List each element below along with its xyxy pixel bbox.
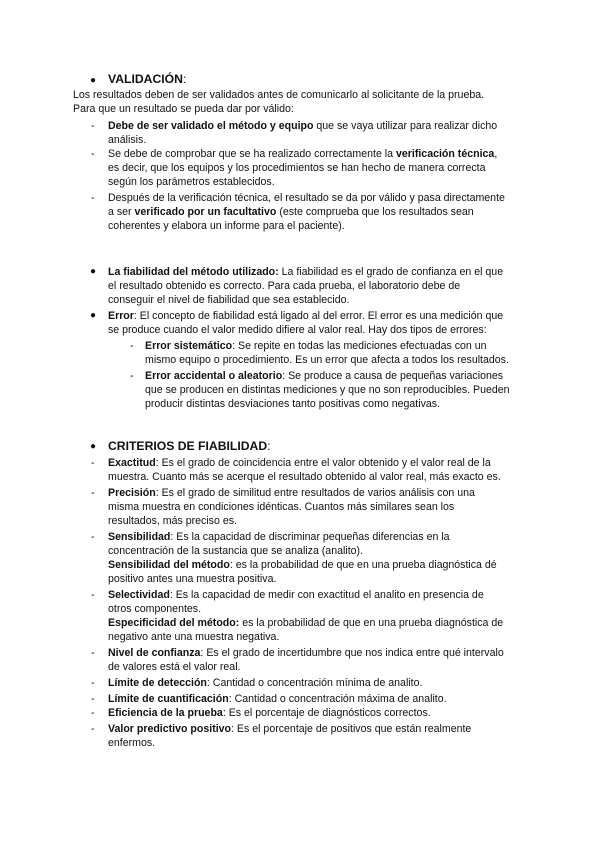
list-item-cont: negativo ante una muestra negativa.: [108, 631, 280, 643]
bullet-icon: ●: [90, 266, 97, 277]
list-item: Límite de cuantificación: Cantidad o concentración máxima de analito.: [108, 693, 447, 705]
dash-marker: -: [91, 487, 95, 499]
list-item-cont: positivo antes una muestra positiva.: [108, 573, 277, 585]
list-item-cont: coherentes y elabora un informe para el paciente).: [108, 220, 345, 232]
list-item-cont: el resultado obtenido es correcto. Para cada prueba, el laboratorio debe de: [108, 280, 461, 292]
section-heading-criterios: CRITERIOS DE FIABILIDAD:: [108, 439, 271, 453]
dash-marker: -: [91, 531, 95, 543]
sublist-item-cont: producir distintas desviaciones tanto positivas como negativas.: [145, 398, 441, 410]
list-item-cont: se produce cuando el valor medido difiere al valor real. Hay dos tipos de errores:: [108, 324, 487, 336]
dash-marker: -: [91, 589, 95, 601]
list-item: Después de la verificación técnica, el resultado se da por válido y pasa directamente: [108, 192, 505, 204]
list-item: Debe de ser validado el método y equipo que se vaya utilizar para realizar dicho: [108, 120, 498, 132]
bullet-icon: ●: [90, 441, 97, 452]
dash-marker: -: [91, 457, 95, 469]
sublist-item: Error sistemático: Se repite en todas las mediciones efectuadas con un: [145, 340, 487, 352]
list-item: Sensibilidad: Es la capacidad de discriminar pequeñas diferencias en la: [108, 531, 450, 543]
list-item-sub: Sensibilidad del método: es la probabilidad de que en una prueba diagnóstica dé: [108, 559, 497, 571]
list-item-cont: enfermos.: [108, 737, 156, 749]
bullet-icon: ●: [90, 75, 97, 86]
list-item-cont: muestra. Cuanto más se acerque el resultado obtenido al valor real, más exacto es.: [108, 471, 501, 483]
section-heading-validacion: VALIDACIÓN:: [108, 72, 187, 86]
list-item-cont: conseguir el nivel de fiabilidad que sea establecido.: [108, 294, 350, 306]
list-item: Se debe de comprobar que se ha realizado correctamente la verificación técnica,: [108, 148, 498, 160]
sublist-item-cont: que se producen en distintas mediciones y que no son reproducibles. Pueden: [145, 384, 510, 396]
list-item: Valor predictivo positivo: Es el porcentaje de positivos que están realmente: [108, 723, 472, 735]
bullet-icon: ●: [90, 310, 97, 321]
dash-marker: -: [91, 148, 95, 160]
list-item: Exactitud: Es el grado de coincidencia entre el valor obtenido y el valor real de la: [108, 457, 491, 469]
dash-marker: -: [91, 723, 95, 735]
list-item-cont: misma muestra en condiciones idénticas. Cuantos más similares sean los: [108, 501, 455, 513]
list-item: Selectividad: Es la capacidad de medir con exactitud el analito en presencia de: [108, 589, 484, 601]
list-item-cont: concentración de la sustancia que se analiza (analito).: [108, 545, 363, 557]
list-item: Límite de detección: Cantidad o concentración mínima de analito.: [108, 677, 423, 689]
dash-marker: -: [130, 370, 134, 382]
list-item-sub: Especificidad del método: es la probabilidad de que en una prueba diagnóstica de: [108, 617, 504, 629]
list-item-cont: a ser verificado por un facultativo (este comprueba que los resultados sean: [108, 206, 474, 218]
list-item-cont: otros componentes.: [108, 603, 202, 615]
dash-marker: -: [91, 693, 95, 705]
list-item-cont: resultados, más preciso es.: [108, 515, 237, 527]
dash-marker: -: [91, 192, 95, 204]
list-item-cont: según los parámetros establecidos.: [108, 176, 275, 188]
dash-marker: -: [91, 707, 95, 719]
list-item-cont: es decir, que los equipos y los procedimientos se han hecho de manera correcta: [108, 162, 486, 174]
list-item: Eficiencia de la prueba: Es el porcentaje de diagnósticos correctos.: [108, 707, 431, 719]
list-item-cont: análisis.: [108, 134, 147, 146]
list-item: Error: El concepto de fiabilidad está ligado al del error. El error es una medición que: [108, 310, 504, 322]
list-item-cont: de valores está el valor real.: [108, 661, 241, 673]
dash-marker: -: [91, 120, 95, 132]
list-item: Nivel de confianza: Es el grado de incertidumbre que nos indica entre qué intervalo: [108, 647, 504, 659]
paragraph-line: Los resultados deben de ser validados antes de comunicarlo al solicitante de la prueba.: [73, 89, 485, 101]
list-item: La fiabilidad del método utilizado: La fiabilidad es el grado de confianza en el que: [108, 266, 504, 278]
dash-marker: -: [91, 647, 95, 659]
sublist-item-cont: mismo equipo o procedimiento. Es un error que afecta a todos los resultados.: [145, 354, 509, 366]
sublist-item: Error accidental o aleatorio: Se produce a causa de pequeñas variaciones: [145, 370, 504, 382]
dash-marker: -: [130, 340, 134, 352]
dash-marker: -: [91, 677, 95, 689]
list-item: Precisión: Es el grado de similitud entre resultados de varios análisis con una: [108, 487, 475, 499]
paragraph-line: Para que un resultado se pueda dar por válido:: [73, 103, 294, 115]
